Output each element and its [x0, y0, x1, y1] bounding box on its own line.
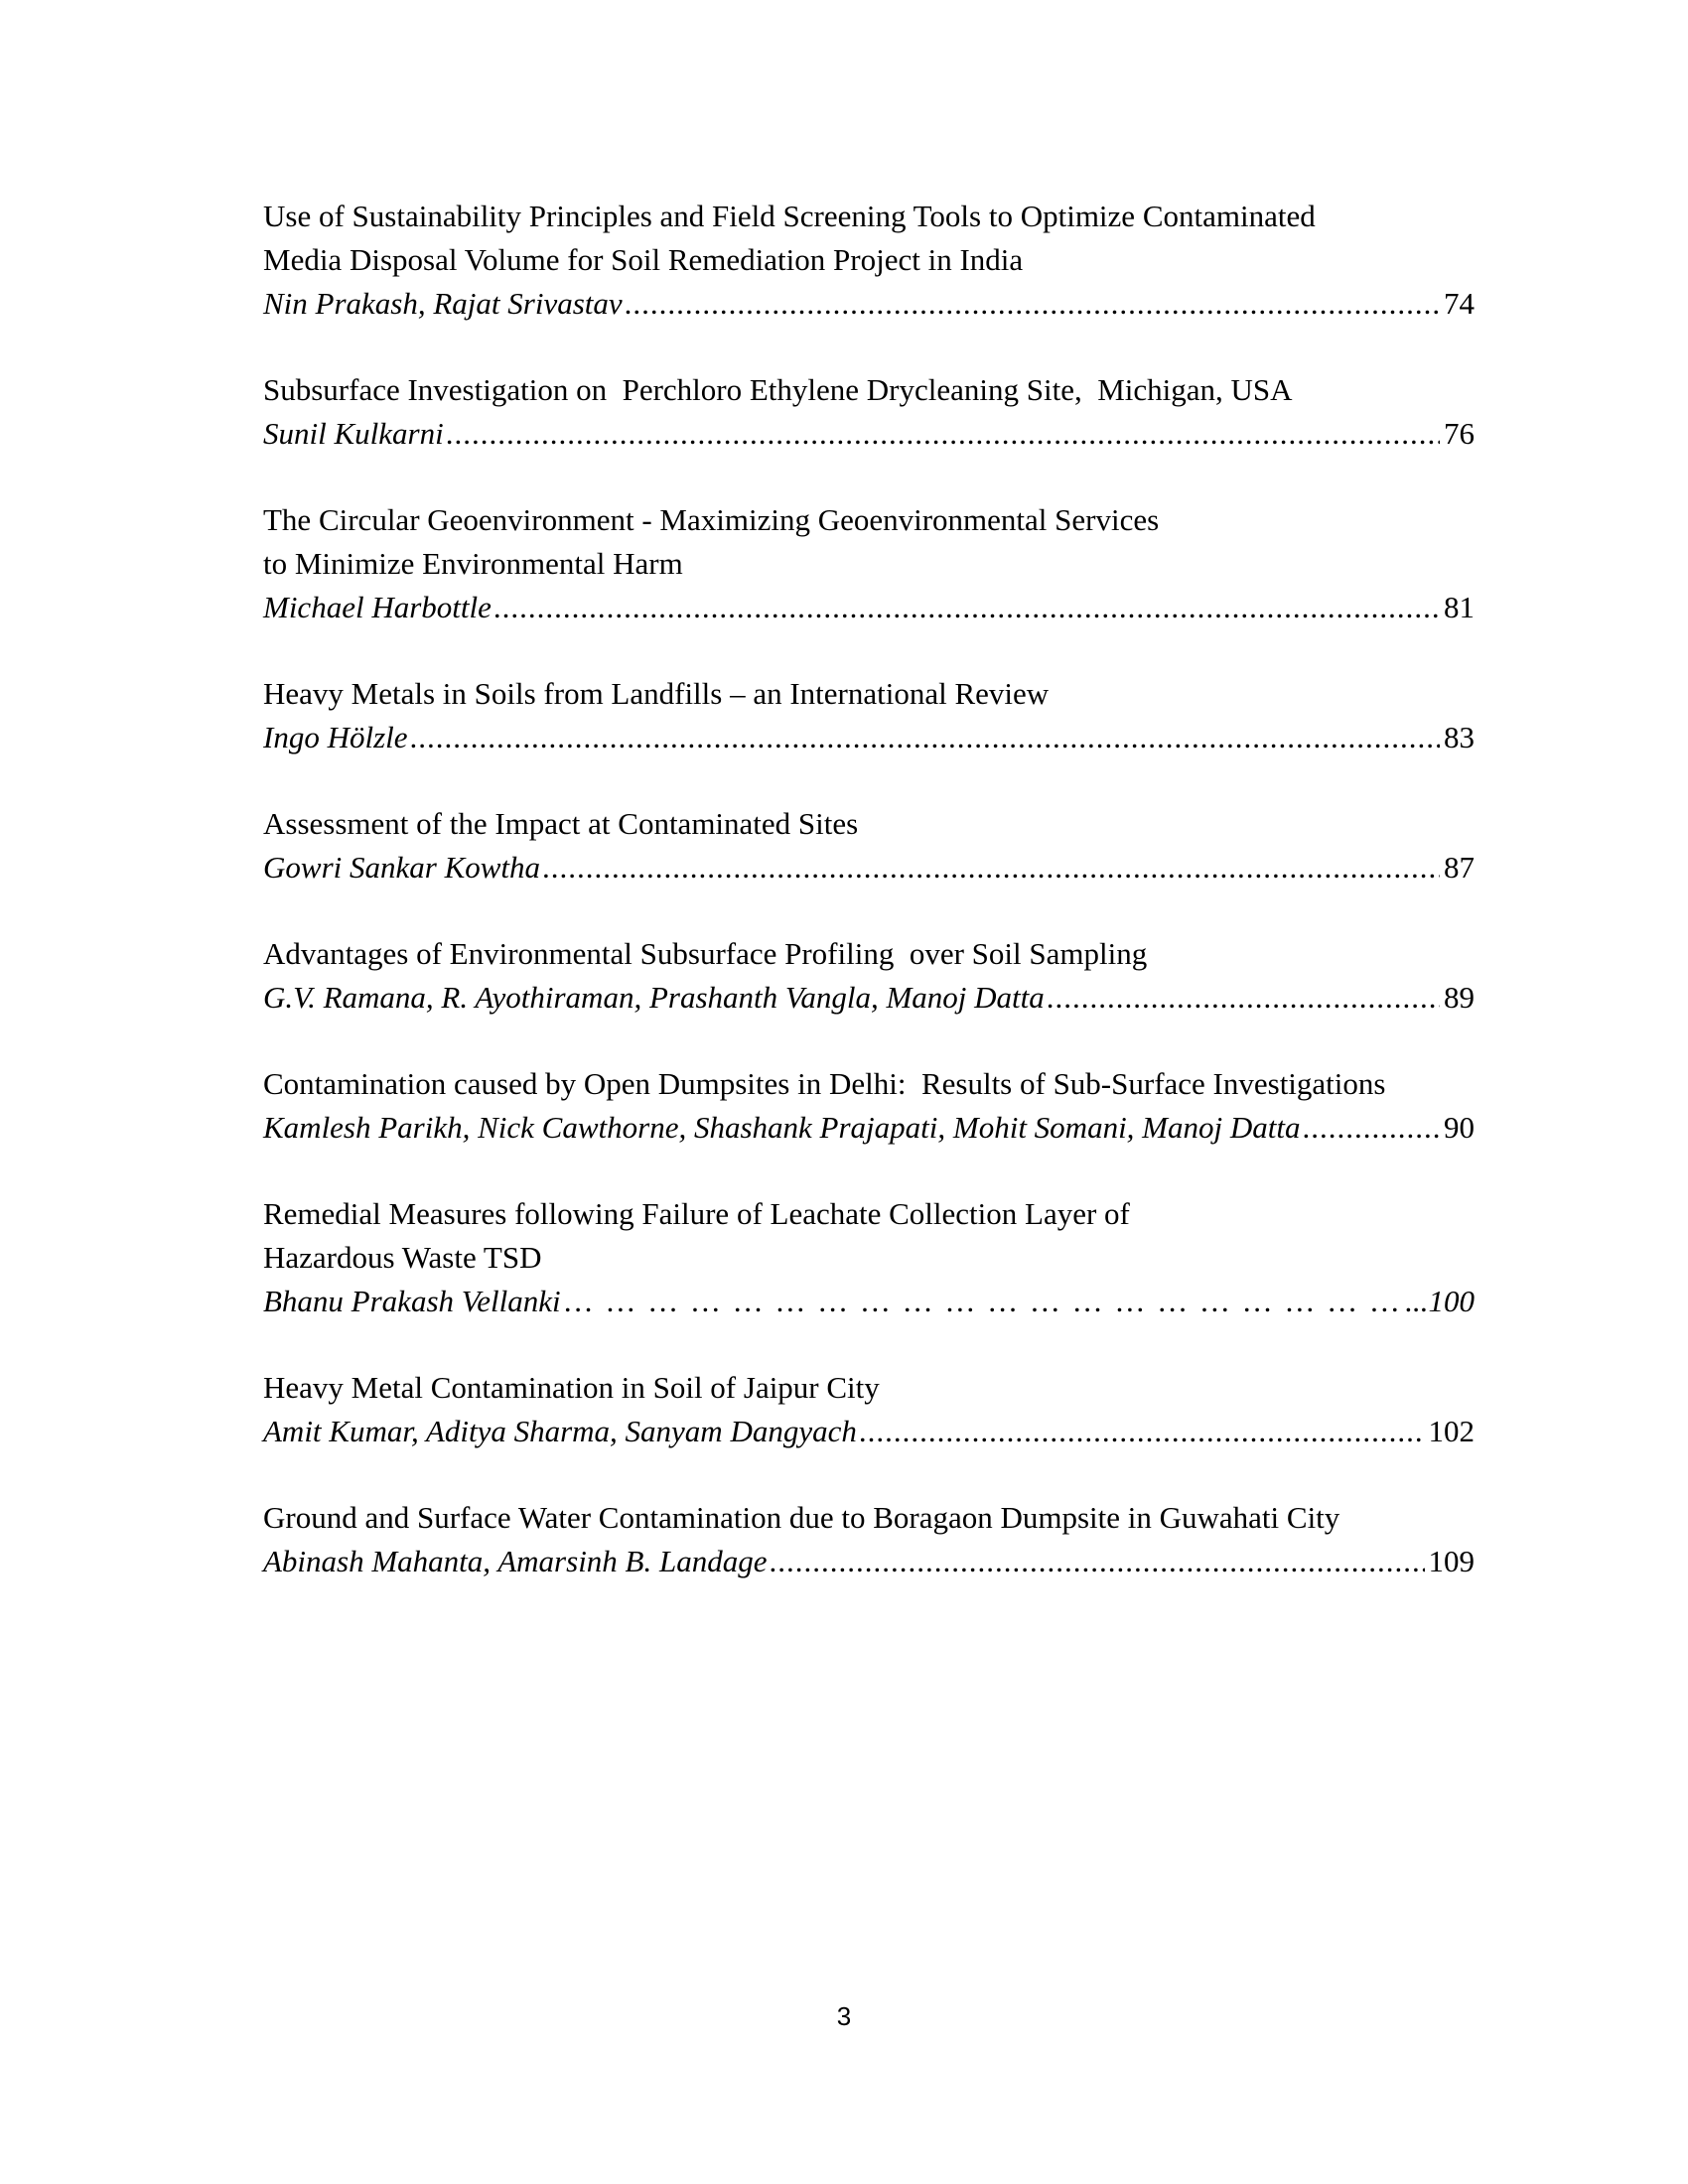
ellipsis-leader [563, 1280, 1402, 1323]
toc-entry [263, 368, 1475, 456]
toc-entry [263, 1192, 1475, 1323]
dot-leader [1302, 1106, 1440, 1150]
entry-title: Subsurface Investigation on Perchloro Ethylene Drycleaning Site, Michigan, USA [263, 372, 1293, 407]
toc-entry [263, 802, 1475, 889]
entry-authors: G.V. Ramana, R. Ayothiraman, Prashanth Vangla, Manoj Datta [263, 980, 1045, 1015]
entry-page-number: 109 [1428, 1544, 1475, 1578]
toc-entry [263, 1366, 1475, 1453]
entry-title: Contamination caused by Open Dumpsites in Delhi: Results of Sub-Surface Investigations [263, 1066, 1386, 1101]
entry-title: Remedial Measures following Failure of Leachate Collection Layer of [263, 1196, 1130, 1231]
entry-page-number: 81 [1444, 590, 1475, 624]
entry-author-row [263, 1410, 1475, 1453]
entry-authors: Bhanu Prakash Vellanki [263, 1284, 561, 1318]
entry-title: Media Disposal Volume for Soil Remediation Project in India [263, 242, 1024, 277]
page-number: 3 [836, 2001, 852, 2031]
entry-page-number: 83 [1444, 720, 1475, 754]
entry-authors: Michael Harbottle [263, 590, 492, 624]
entry-title: Ground and Surface Water Contamination due to Boragaon Dumpsite in Guwahati City [263, 1500, 1340, 1535]
entry-title: The Circular Geoenvironment - Maximizing Geoenvironmental Services [263, 502, 1160, 537]
entry-page-number: 89 [1444, 980, 1475, 1015]
toc-entry [263, 498, 1475, 629]
entry-author-row [263, 716, 1475, 759]
entry-page-number: 90 [1444, 1110, 1475, 1145]
entry-title: Hazardous Waste TSD [263, 1240, 542, 1275]
dot-leader [542, 846, 1440, 889]
entry-author-row [263, 846, 1475, 889]
entry-page-number: 87 [1444, 850, 1475, 885]
toc-entry [263, 195, 1475, 326]
entry-authors: Gowri Sankar Kowtha [263, 850, 541, 885]
table-of-contents [263, 195, 1475, 1626]
entry-authors: Amit Kumar, Aditya Sharma, Sanyam Dangyach [263, 1414, 857, 1448]
entry-author-row [263, 1280, 1475, 1323]
entry-authors: Nin Prakash, Rajat Srivastav [263, 286, 623, 321]
toc-entry [263, 1062, 1475, 1150]
entry-author-row [263, 412, 1475, 456]
dot-leader [446, 412, 1440, 456]
toc-entry [263, 672, 1475, 759]
entry-author-row [263, 976, 1475, 1020]
entry-author-row [263, 282, 1475, 326]
entry-title: Assessment of the Impact at Contaminated Sites [263, 806, 859, 841]
entry-author-row [263, 586, 1475, 629]
entry-page-number: 76 [1444, 416, 1475, 451]
entry-authors: Kamlesh Parikh, Nick Cawthorne, Shashank Prajapati, Mohit Somani, Manoj Datta [263, 1110, 1301, 1145]
entry-page-number: ...100 [1405, 1284, 1475, 1318]
dot-leader [770, 1540, 1425, 1583]
entry-authors: Ingo Hölzle [263, 720, 408, 754]
entry-title: Use of Sustainability Principles and Field Screening Tools to Optimize Contaminated [263, 199, 1316, 233]
entry-title: Heavy Metals in Soils from Landfills – an International Review [263, 676, 1050, 711]
entry-author-row [263, 1540, 1475, 1583]
entry-page-number: 102 [1428, 1414, 1475, 1448]
entry-author-row [263, 1106, 1475, 1150]
dot-leader [493, 586, 1440, 629]
entry-title: Heavy Metal Contamination in Soil of Jaipur City [263, 1370, 880, 1405]
entry-authors: Sunil Kulkarni [263, 416, 444, 451]
toc-entry [263, 932, 1475, 1020]
entry-title: to Minimize Environmental Harm [263, 546, 683, 581]
toc-entry [263, 1496, 1475, 1583]
entry-title: Advantages of Environmental Subsurface Profiling over Soil Sampling [263, 936, 1148, 971]
entry-authors: Abinash Mahanta, Amarsinh B. Landage [263, 1544, 768, 1578]
dot-leader [625, 282, 1440, 326]
dot-leader [1047, 976, 1440, 1020]
dot-leader [410, 716, 1440, 759]
entry-page-number: 74 [1444, 286, 1475, 321]
dot-leader [859, 1410, 1425, 1453]
